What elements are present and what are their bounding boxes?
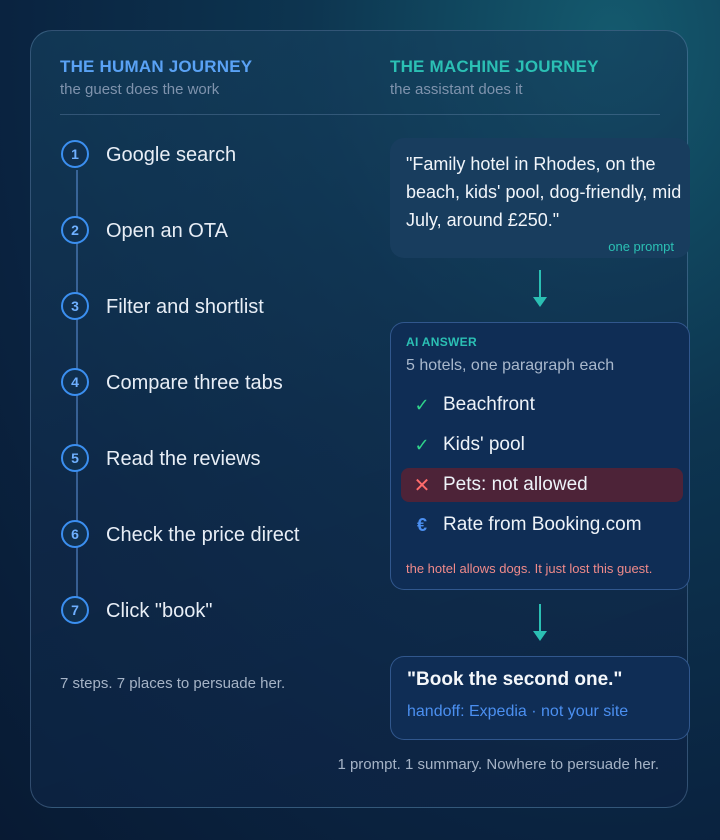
step-number-1: 1 — [61, 140, 89, 168]
ai-answer-label: AI ANSWER — [406, 335, 477, 349]
ai-answer-note: the hotel allows dogs. It just lost this guest. — [406, 561, 653, 576]
machine-journey-subtitle: the assistant does it — [390, 81, 523, 98]
human-journey-subtitle: the guest does the work — [60, 81, 220, 98]
step-label-1: Google search — [106, 144, 237, 166]
step-label-6: Check the price direct — [106, 524, 300, 546]
step-label-3: Filter and shortlist — [106, 296, 264, 318]
ai-answer-box — [390, 322, 690, 590]
answer-item-label: Rate from Booking.com — [443, 514, 642, 535]
answer-item-pets — [401, 468, 683, 502]
flow-arrow-shaft-1 — [539, 270, 541, 298]
step-label-7: Click "book" — [106, 600, 213, 622]
step-label-5: Read the reviews — [106, 448, 261, 470]
final-decision-box — [390, 656, 690, 740]
step-number-6: 6 — [61, 520, 89, 548]
flow-arrow-head-2 — [533, 631, 547, 641]
ai-answer-summary: 5 hotels, one paragraph each — [406, 357, 615, 374]
answer-item-label: Pets: not allowed — [443, 474, 588, 495]
step-number-4: 4 — [61, 368, 89, 396]
answer-item-beachfront — [401, 388, 683, 422]
prompt-tag: one prompt — [608, 239, 674, 254]
euro-icon: € — [416, 514, 427, 535]
prompt-box — [390, 138, 690, 258]
flow-arrow-shaft-2 — [539, 604, 541, 632]
answer-item-kids-pool — [401, 428, 683, 462]
machine-journey-title: THE MACHINE JOURNEY — [390, 57, 599, 76]
machine-journey-footer: 1 prompt. 1 summary. Nowhere to persuade her. — [337, 756, 659, 773]
prompt-text: "Family hotel in Rhodes, on the beach, kids' pool, dog-friendly, mid July, around £250." — [406, 154, 682, 230]
human-journey-footer: 7 steps. 7 places to persuade her. — [60, 675, 286, 692]
header-divider — [60, 114, 660, 115]
step-number-7: 7 — [61, 596, 89, 624]
answer-item-rate — [401, 508, 683, 542]
step-number-2: 2 — [61, 216, 89, 244]
step-number-3: 3 — [61, 292, 89, 320]
final-quote: "Book the second one." — [407, 669, 623, 690]
step-label-2: Open an OTA — [106, 220, 228, 242]
check-icon: ✓ — [414, 394, 430, 415]
answer-item-label: Beachfront — [443, 394, 535, 415]
flow-arrow-head-1 — [533, 297, 547, 307]
human-journey-title: THE HUMAN JOURNEY — [60, 57, 253, 76]
answer-item-label: Kids' pool — [443, 434, 525, 455]
cross-icon: ✕ — [413, 474, 431, 497]
step-number-5: 5 — [61, 444, 89, 472]
step-label-4: Compare three tabs — [106, 372, 283, 394]
handoff-text: handoff: Expedia · not your site — [407, 703, 629, 720]
check-icon: ✓ — [414, 434, 430, 455]
